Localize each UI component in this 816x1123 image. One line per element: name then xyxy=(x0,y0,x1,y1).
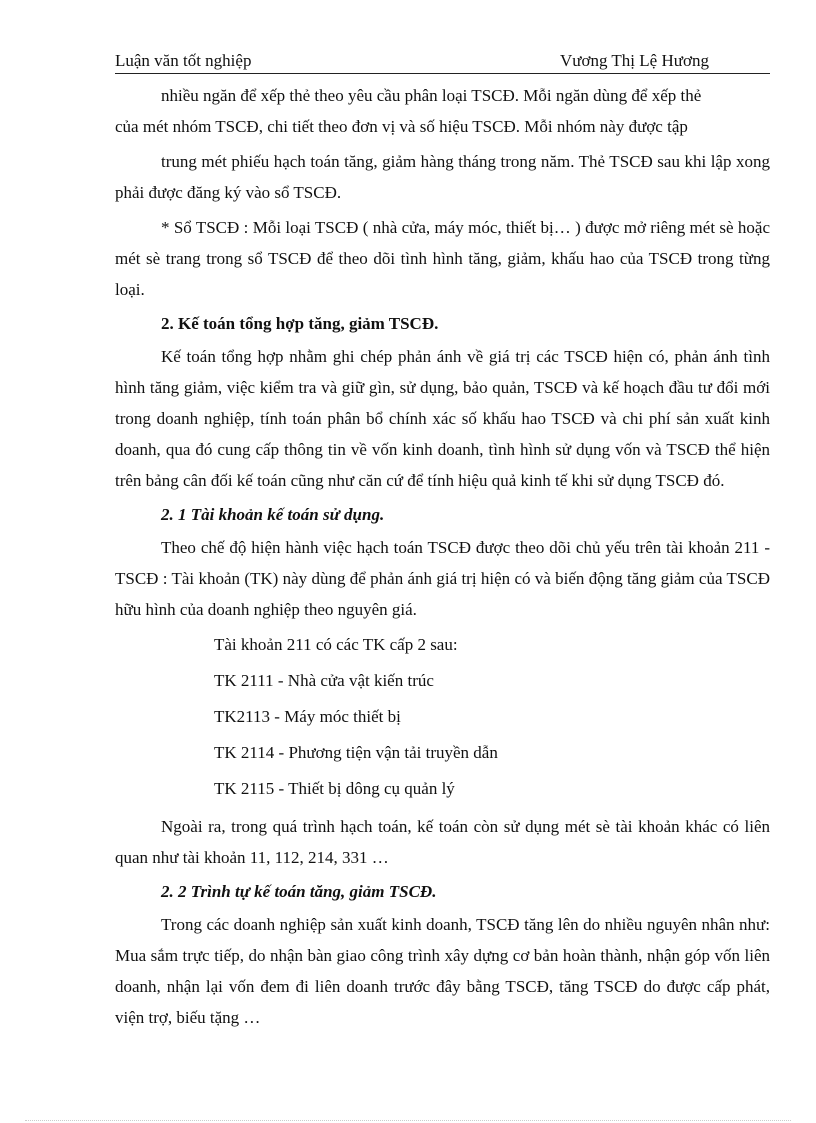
paragraph-6: Ngoài ra, trong quá trình hạch toán, kế toán còn sử dụng mét sè tài khoản khác có liên quan như tài khoản 11, 112, 214, 331 … xyxy=(115,817,770,867)
page-header xyxy=(115,49,770,74)
header-author: Vương Thị Lệ Hương xyxy=(560,51,709,70)
paragraph-1-line-1: nhiều ngăn để xếp thẻ theo yêu cầu phân loại TSCĐ. Mỗi ngăn dùng để xếp thẻ xyxy=(161,86,702,105)
list-item: TK 2111 - Nhà cửa vật kiến trúc xyxy=(214,671,434,690)
list-item: TK 2114 - Phương tiện vận tải truyền dẫn xyxy=(214,743,498,762)
list-item: TK 2115 - Thiết bị dông cụ quản lý xyxy=(214,779,455,798)
section-heading-2-1: 2. 1 Tài khoản kế toán sử dụng. xyxy=(161,505,385,524)
header-title: Luận văn tốt nghiệp xyxy=(115,51,252,70)
paragraph-4: Kế toán tổng hợp nhằm ghi chép phản ánh về giá trị các TSCĐ hiện có, phản ánh tình hình tăng giảm, việc kiểm tra và giữ gìn, sử dụng, bảo quản, TSCĐ và kế hoạch đầu tư đổi mới trong doanh nghiệp, tính toán phân bổ chính xác số khấu hao TSCĐ và chi phí sản xuất kinh doanh, qua đó cung cấp thông tin về vốn kinh doanh, tình hình sử dụng vốn và TSCĐ thể hiện trên bảng cân đối kế toán cũng như căn cứ để tính hiệu quả kinh tế khi sử dụng TSCĐ đó. xyxy=(115,347,770,490)
section-heading-2-2: 2. 2 Trình tự kế toán tăng, giảm TSCĐ. xyxy=(161,882,437,901)
section-heading-2: 2. Kế toán tổng hợp tăng, giảm TSCĐ. xyxy=(161,314,439,333)
paragraph-3: * Sổ TSCĐ : Mỗi loại TSCĐ ( nhà cửa, máy móc, thiết bị… ) được mở riêng mét sè hoặc mét sè trang trong sổ TSCĐ để theo dõi tình hình tăng, giảm, khấu hao của TSCĐ trong từng loại. xyxy=(115,218,770,299)
account-list xyxy=(115,627,770,807)
list-item: Tài khoản 211 có các TK cấp 2 sau: xyxy=(214,635,458,654)
page-bottom-divider xyxy=(25,1120,791,1121)
paragraph-5: Theo chế độ hiện hành việc hạch toán TSCĐ được theo dõi chủ yếu trên tài khoản 211 - TSCĐ : Tài khoản (TK) này dùng để phản ánh giá trị hiện có và biến động tăng giảm của TSCĐ hữu hình của doanh nghiệp theo nguyên giá. xyxy=(115,538,770,619)
paragraph-7: Trong các doanh nghiệp sản xuất kinh doanh, TSCĐ tăng lên do nhiều nguyên nhân như: Mua sắm trực tiếp, do nhận bàn giao công trình xây dựng cơ bản hoàn thành, nhận góp vốn liên doanh, nhận lại vốn đem đi liên doanh trước đây bằng TSCĐ, tăng TSCĐ do được cấp phát, viện trợ, biếu tặng … xyxy=(115,915,770,1027)
paragraph-2: trung mét phiếu hạch toán tăng, giảm hàng tháng trong năm. Thẻ TSCĐ sau khi lập xong phải được đăng ký vào sổ TSCĐ. xyxy=(115,152,770,202)
document-body xyxy=(115,80,770,1033)
paragraph-1-line-2: của mét nhóm TSCĐ, chi tiết theo đơn vị và số hiệu TSCĐ. Mỗi nhóm này được tập xyxy=(115,117,688,136)
list-item: TK2113 - Máy móc thiết bị xyxy=(214,707,401,726)
